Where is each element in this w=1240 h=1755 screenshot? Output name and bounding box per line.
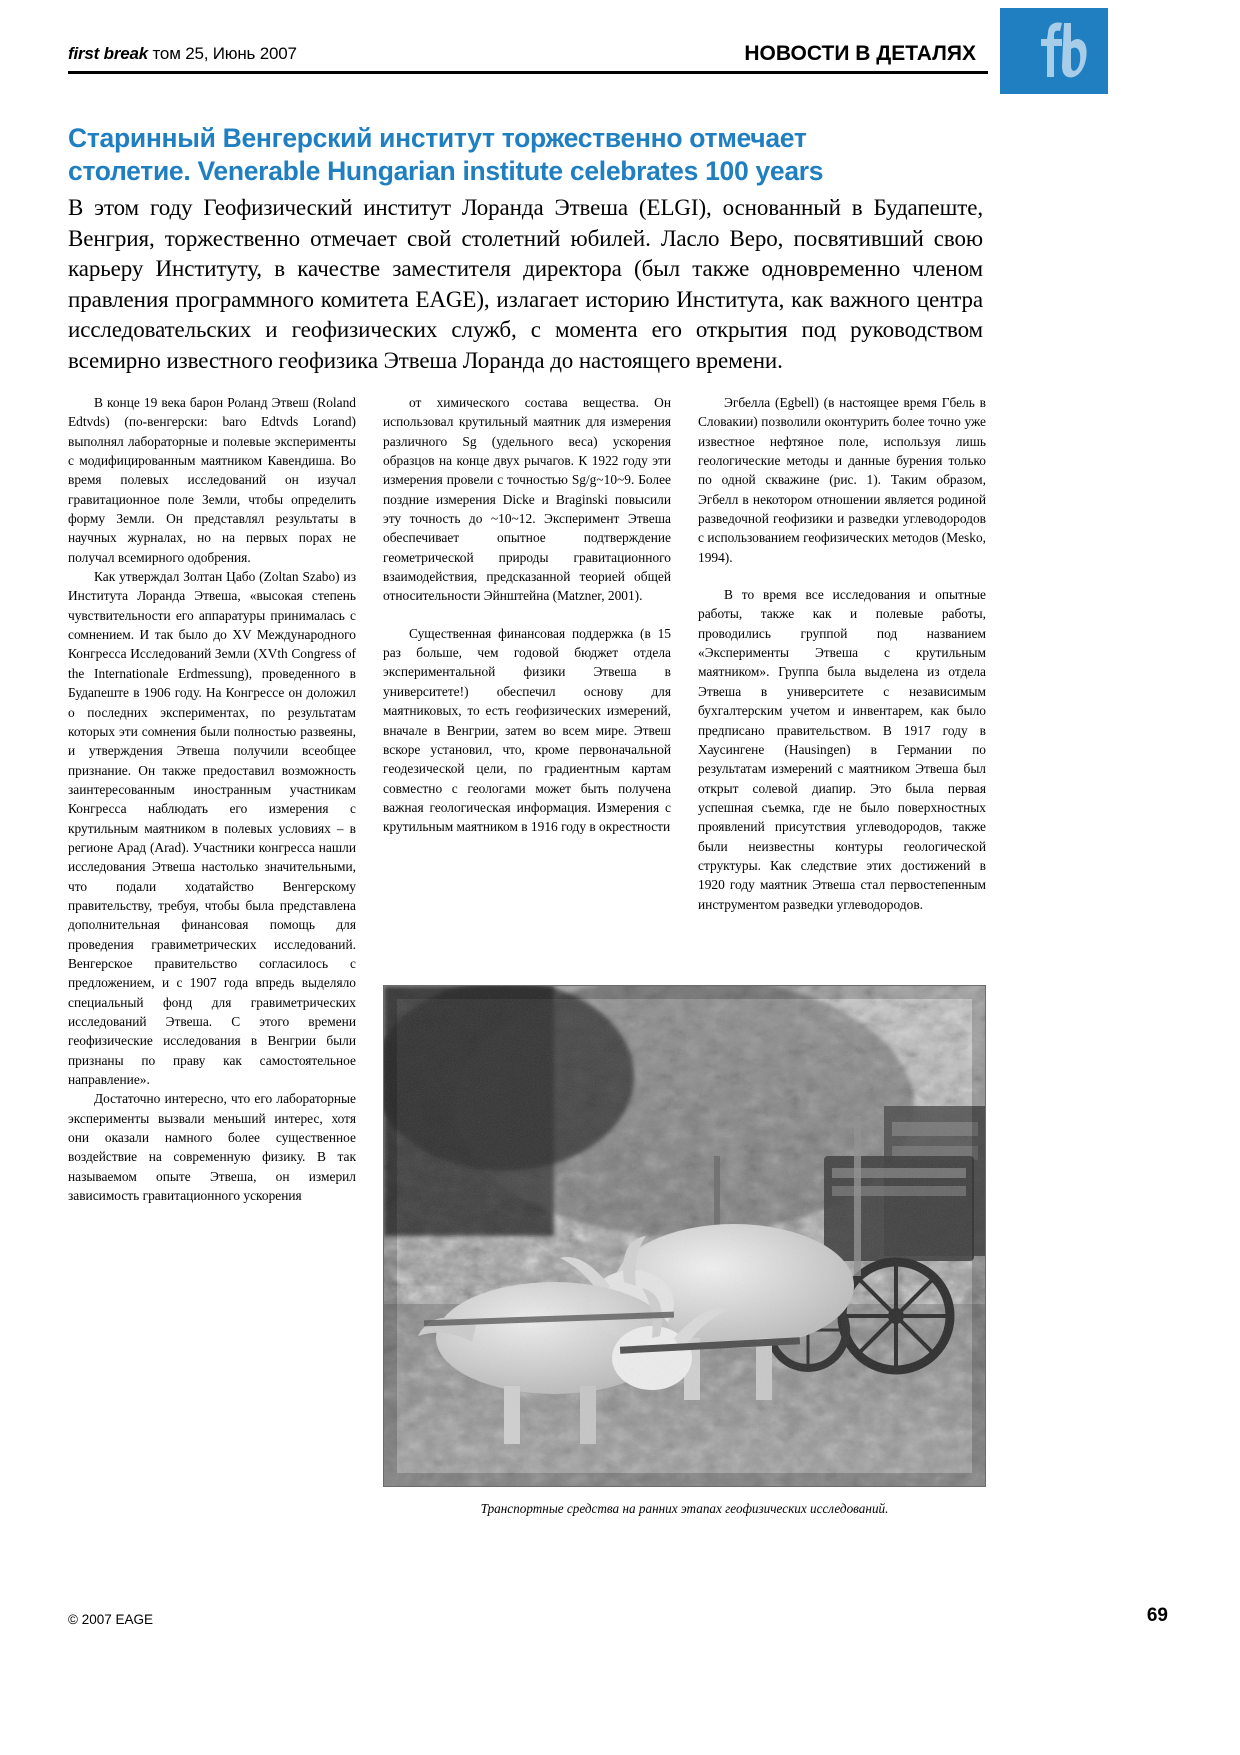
first-break-logo [1000,8,1108,94]
paragraph: В конце 19 века барон Роланд Этвеш (Roland Edtvds) (по-венгерски: baro Edtvds Lorand) выполнял лабораторные и полевые эксперименты с модифицированным маятником Кавендиша. Во время полевых исследований он изучал гравитационное поле Земли, чтобы определить форму Земли. Он представлял результаты в научных журналах, но на первых порах не получал всемирного одобрения. [68,395,356,565]
headline-line-ru: Старинный Венгерский институт торжественно отмечает [68,122,807,153]
article-headline [68,122,998,188]
paragraph: Как утверждал Золтан Цабо (Zoltan Szabo) из Института Лоранда Этвеша, «высокая степень чувствительности его аппаратуры принималась с сомнением. И так было до XV Международного Конгресса Исследований Земли (XVth Congress of the Internationale Erdmessung), проведенного в Будапеште в 1906 году. На Конгрессе он доложил о последних экспериментах, по результатам которых эти сомнения были полностью развеяны, и утверждения Этвеша получили всеобщее признание. Он также предоставил возможность заинтересованным иностранным участникам Конгресса наблюдать его измерения с крутильным маятником в полевых условиях – в регионе Арад (Arad). Участники конгресса нашли исследования Этвеша настолько значительными, что подали ходатайство Венгерскому правительству, требуя, чтобы была представлена дополнительная финансовая помощь для проведения гравиметрических исследований. Венгерское правительство согласилось с предложением, и с 1907 года впредь выделяло специальный фонд для гравиметрических исследований Этвеша. С этого времени геофизические исследования в Венгрии были признаны по праву как самостоятельное направление». [68,569,356,1088]
article-figure [383,985,986,1517]
paragraph: В то время все исследования и опытные работы, также как и полевые работы, проводились группой под названием «Эксперименты Этвеша с крутильным маятником». Группа была выделена из отдела Этвеша в университете с независимым бухгалтерским учетом и инвентарем, как было предписано правительством. В 1917 году в Хаусингене (Hausingen) в Германии по результатам измерений с маятником Этвеша был открыт солевой диапир. Это была первая успешная съемка, где не было поверхностных проявлений присутствия углеводородов, также были неизвестны контуры геологической структуры. Как следствие этих достижений в 1920 году маятник Этвеша стал первостепенным инструментом разведки углеводородов. [698,587,986,912]
paragraph: от химического состава вещества. Он использовал крутильный маятник для измерения различного Sg (удельного веса) ускорения образцов на конце двух рычагов. К 1922 году эти измерения провели с точностью Sg/g~10~9. Более поздние измерения Dicke и Braginski повысили эту точность до ~10~12. Эксперимент Этвеша обеспечивает опытное подтверждение геометрической природы гравитационного взаимодействия, предсказанной теорией общей относительности Эйнштейна (Matzner, 2001). [383,395,671,604]
publication-brand: first break [68,44,149,63]
section-title: НОВОСТИ В ДЕТАЛЯХ [744,42,976,65]
paragraph: Достаточно интересно, что его лабораторные эксперименты вызвали меньший интерес, хотя они оказали намного более существенное воздействие на современную физику. В так называемом опыте Этвеша, он измерил зависимость гравитационного ускорения [68,1091,356,1204]
headline-line-en: столетие. Venerable Hungarian institute celebrates 100 years [68,155,824,186]
masthead [68,44,988,78]
paragraph: Эгбелла (Egbell) (в настоящее время Гбель в Словакии) позволили оконтурить более точно уже известное нефтяное поле, используя лишь геологические методы и данные бурения только по одной скважине (рис. 1). Таким образом, Эгбелл в некотором отношении является родиной разведочной геофизики и разведки углеводородов с использованием геофизических методов (Mesko, 1994). [698,395,986,565]
figure-caption: Транспортные средства на ранних этапах геофизических исследований. [480,1501,889,1516]
body-column-2 [383,393,671,837]
masthead-issue-line [68,44,297,64]
body-column-1 [68,393,356,1205]
paragraph: Существенная финансовая поддержка (в 15 раз больше, чем годовой бюджет отдела экспериментальной физики Этвеша в университете!) обеспечил основу для маятниковых, то есть геофизических измерений, вначале в Венгрии, затем во всем мире. Этвеш вскоре установил, что, кроме первоначальной геодезической цели, по градиентным картам совместно с геологами может быть получена важная геологическая информация. Измерения с крутильным маятником в 1916 году в окрестности [383,625,671,835]
page-number: 69 [1146,1605,1168,1626]
issue-info: том 25, Июнь 2007 [148,44,297,63]
copyright-notice: © 2007 EAGE [68,1612,153,1627]
body-column-3 [698,393,986,914]
article-standfirst: В этом году Геофизический институт Лоранда Этвеша (ELGI), основанный в Будапеште, Венгрия, торжественно отмечает свой столетний юбилей. Ласло Веро, посвятивший свою карьеру Институту, в качестве заместителя директора (был также одновременно членом правления программного комитета EAGE), излагает историю Института, как важного центра исследовательских и геофизических служб, с момента его открытия под руководством всемирно известного геофизика Этвеша Лоранда до настоящего времени. [68,195,983,373]
masthead-divider [68,71,988,74]
historical-photo [383,985,986,1487]
